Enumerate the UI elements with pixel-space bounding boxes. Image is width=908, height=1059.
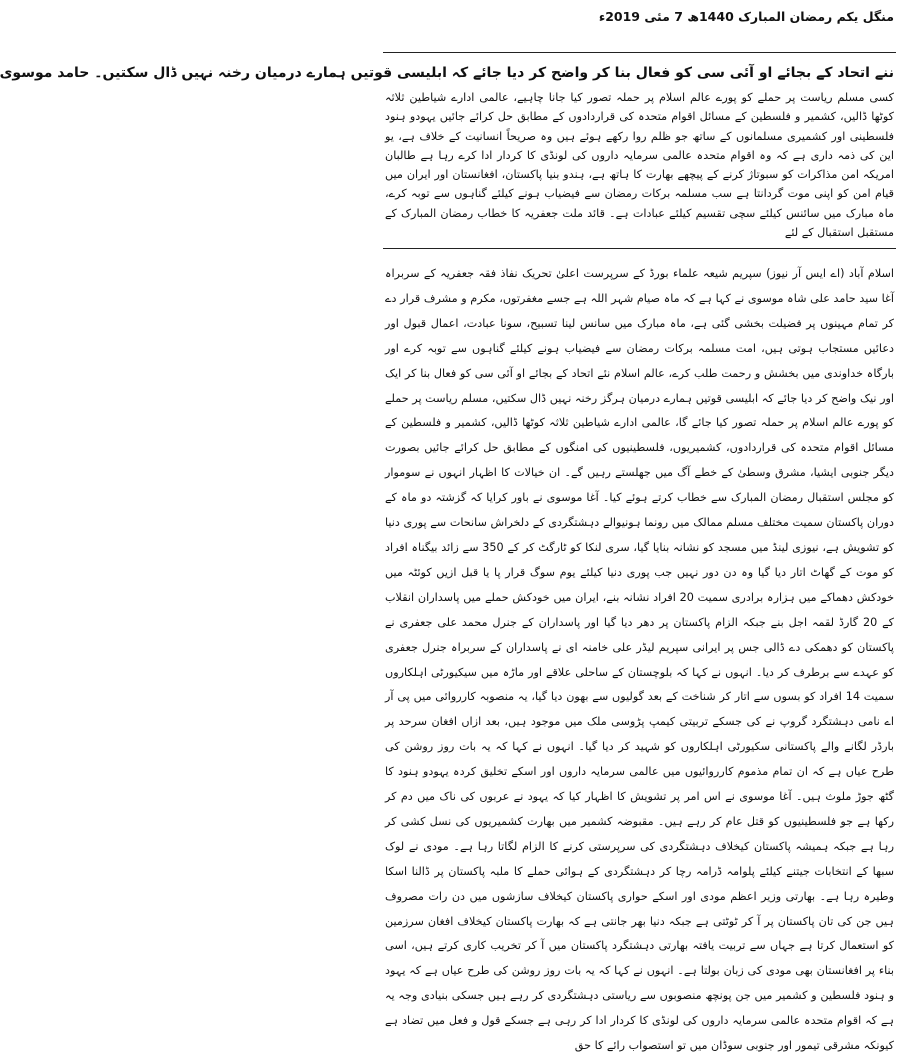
article-body <box>385 262 894 1053</box>
top-divider <box>383 52 896 53</box>
section-divider <box>383 248 896 249</box>
dateline: منگل یکم رمضان المبارک 1440ھ 7 مئی 2019ء <box>598 9 894 24</box>
summary-block <box>385 88 894 242</box>
summary-text: کسی مسلم ریاست پر حملے کو پورے عالم اسلام پر حملہ تصور کیا جانا چاہیے، عالمی ادارے شیاطین ثلاثہ کوٹھا ڈالیں، کشمیر و فلسطین کے مسائل اقوام متحدہ کی قراردادوں کے مطابق حل کرائے جائیں یہودو ہنود فلسطینی اور کشمیری مسلمانوں کے ساتھ جو ظلم روا رکھے ہوئے ہیں وہ صریحاً انسانیت کے خلاف ہے، یو این کی ذمہ داری ہے کہ وہ اقوام متحدہ عالمی سرمایہ داروں کی لونڈی کا کردار ادا کرے رہا ہے طالبان امریکہ امن مذاکرات کو سبوتاژ کرنے کے پیچھے بھارت کا ہاتھ ہے، ہندو بنیا پاکستان، افغانستان اور ایران میں قیام امن کو اپنی موت گردانتا ہے سب مسلمہ برکات رمضان سے فیضیاب ہونے کیلئے گناہوں سے توبہ کرے، ماہ مبارک میں سائنس کیلئے سچی تقسیم کیلئے عبادات ہے۔ قائد ملت جعفریہ کا خطاب رمضان المبارک کے مستقبل استقبال کے لئے <box>385 91 894 240</box>
article-paragraph: اسلام آباد (اے ایس آر نیوز) سپریم شیعہ علماء بورڈ کے سرپرست اعلیٰ تحریک نفاذ فقہ جعفریہ کے سربراہ آغا سید حامد علی شاہ موسوی نے کہا ہے کہ ماہ صیام شہر اللہ ہے جسے مغفرتوں، مکرم و مشرف قرار دے کر تمام مہینوں پر فضیلت بخشی گئی ہے، ماہ مبارک میں سانس لینا تسبیح، سونا عبادت، اعمال قبول اور دعائیں مستجاب ہوتی ہیں، امت مسلمہ برکات رمضان سے فیضیاب ہونے کیلئے گناہوں سے توبہ کرے اور بارگاہ خداوندی میں بخشش و رحمت طلب کرے، عالم اسلام نئے اتحاد کے بجائے او آئی سی کو فعال بنا کر ایک اور نیک واضح کر دیا جائے کہ ابلیسی قوتیں ہمارے درمیان ہرگز رخنہ نہیں ڈال سکتیں، مسلم ریاست پر حملے کو پورے عالم اسلام پر حملہ تصور کیا جائے گا، عالمی ادارے شیاطین ثلاثہ کوٹھا ڈالیں، کشمیر و فلسطین کے مسائل اقوام متحدہ کی قراردادوں، کشمیریوں، فلسطینیوں کی امنگوں کے مطابق حل کرائے جائیں بصورت دیگر جنوبی ایشیا، مشرق وسطیٰ کے خطے آگ میں جھلستے رہیں گے۔ ان خیالات کا اظہار انہوں نے سوموار کو مجلس استقبال رمضان المبارک سے خطاب کرتے ہوئے کیا۔ آغا موسوی نے باور کرایا کہ گزشتہ دو ماہ کے دوران پاکستان سمیت مختلف مسلم ممالک میں رونما ہونیوالے دہشتگردی کے دلخراش سانحات سے پوری دنیا کو تشویش ہے، نیوزی لینڈ میں مسجد کو نشانہ بنایا گیا، سری لنکا کو ٹارگٹ کر کے 350 سے زائد بیگناہ افراد کو موت کے گھاٹ اتار دیا گیا وہ دن دور نہیں جب پوری دنیا کیلئے یوم سوگ قرار پا یا قبل ازیں کوئٹہ میں خودکش دھماکے میں ہزارہ برادری سمیت 20 افراد نشانہ بنے، ایران میں خودکش حملے میں پاسداران انقلاب کے 20 گارڈ لقمہ اجل بنے جبکہ الزام پاکستان پر دھر دیا گیا اور پاسداران کے جنرل محمد علی جعفری نے پاکستان کو دھمکی دے ڈالی جس پر ایرانی سپریم لیڈر علی خامنہ ای نے پاسداران کے سربراہ جنرل جعفری کو عہدے سے برطرف کر دیا۔ انہوں نے کہا کہ بلوچستان کے ساحلی علاقے اور ماڑہ میں سیکیورٹی اہلکاروں سمیت 14 افراد کو بسوں سے اتار کر شناخت کے بعد گولیوں سے بھون دیا گیا، یہ منصوبہ کارروائی میں پی آر اے نامی دہشتگرد گروپ نے کی جسکے تربیتی کیمپ پڑوسی ملک میں موجود ہیں، بعد ازاں افغان سرحد پر بارڈر لگانے والے پاکستانی سکیورٹی اہلکاروں کو شہید کر دیا گیا۔ انہوں نے کہا کہ یہ بات روز روشن کی طرح عیاں ہے کہ ان تمام مذموم کارروائیوں میں عالمی سرمایہ داروں اور اسکے تخلیق کردہ یہودو ہنود کا گٹھ جوڑ ملوث ہیں۔ آغا موسوی نے اس امر پر تشویش کا اظہار کیا کہ یہود نے عربوں کی ناک میں دم کر رکھا ہے جو فلسطینیوں کو قتل عام کر رہے ہیں۔ مقبوضہ کشمیر میں بھارت کشمیریوں کی نسل کشی کر رہا ہے جبکہ ہمیشہ پاکستان کیخلاف دہشتگردی کی سرپرستی کرنے کا الزام لگاتا رہا ہے۔ مودی نے لوک سبھا کے انتخابات جیتنے کیلئے پلوامہ ڈرامہ رچا کر دہشتگردی کے ہوائی حملے کا ملبہ پاکستان پر ڈالنا اسکا وطیرہ رہا ہے۔ بھارتی وزیر اعظم مودی اور اسکے حواری پاکستان کیخلاف سازشوں میں دن رات مصروف ہیں جن کی تان پاکستان پر آ کر ٹوٹتی ہے جبکہ دنیا بھر جانتی ہے کہ بھارت پاکستان کیخلاف افغان سرزمین کو استعمال کرتا ہے جہاں سے تربیت یافتہ بھارتی دہشتگرد پاکستان میں آ کر تخریب کاری کرتے ہیں، اسی بناء پر افغانستان بھی مودی کی زبان بولتا ہے۔ انہوں نے کہا کہ یہ بات روز روشن کی طرح عیاں ہے کہ یہود و ہنود فلسطین و کشمیر میں جن پونچھ منصوبوں سے ریاستی دہشتگردی کر رہے ہیں جسکی بنیادی وجہ یہ ہے کہ اقوام متحدہ عالمی سرمایہ داروں کی لونڈی کا کردار ادا کر رہی ہے جسکے قول و فعل میں تضاد ہے کیونکہ مشرقی تیمور اور جنوبی سوڈان میں تو استصواب رائے کا حق <box>385 267 894 1053</box>
headline: ننے اتحاد کے بجائے او آئی سی کو فعال بنا کر واضح کر دیا جائے کہ ابلیسی قوتیں ہمارے درمیان رخنہ نہیں ڈال سکتیں۔ حامد موسوی <box>0 65 894 81</box>
